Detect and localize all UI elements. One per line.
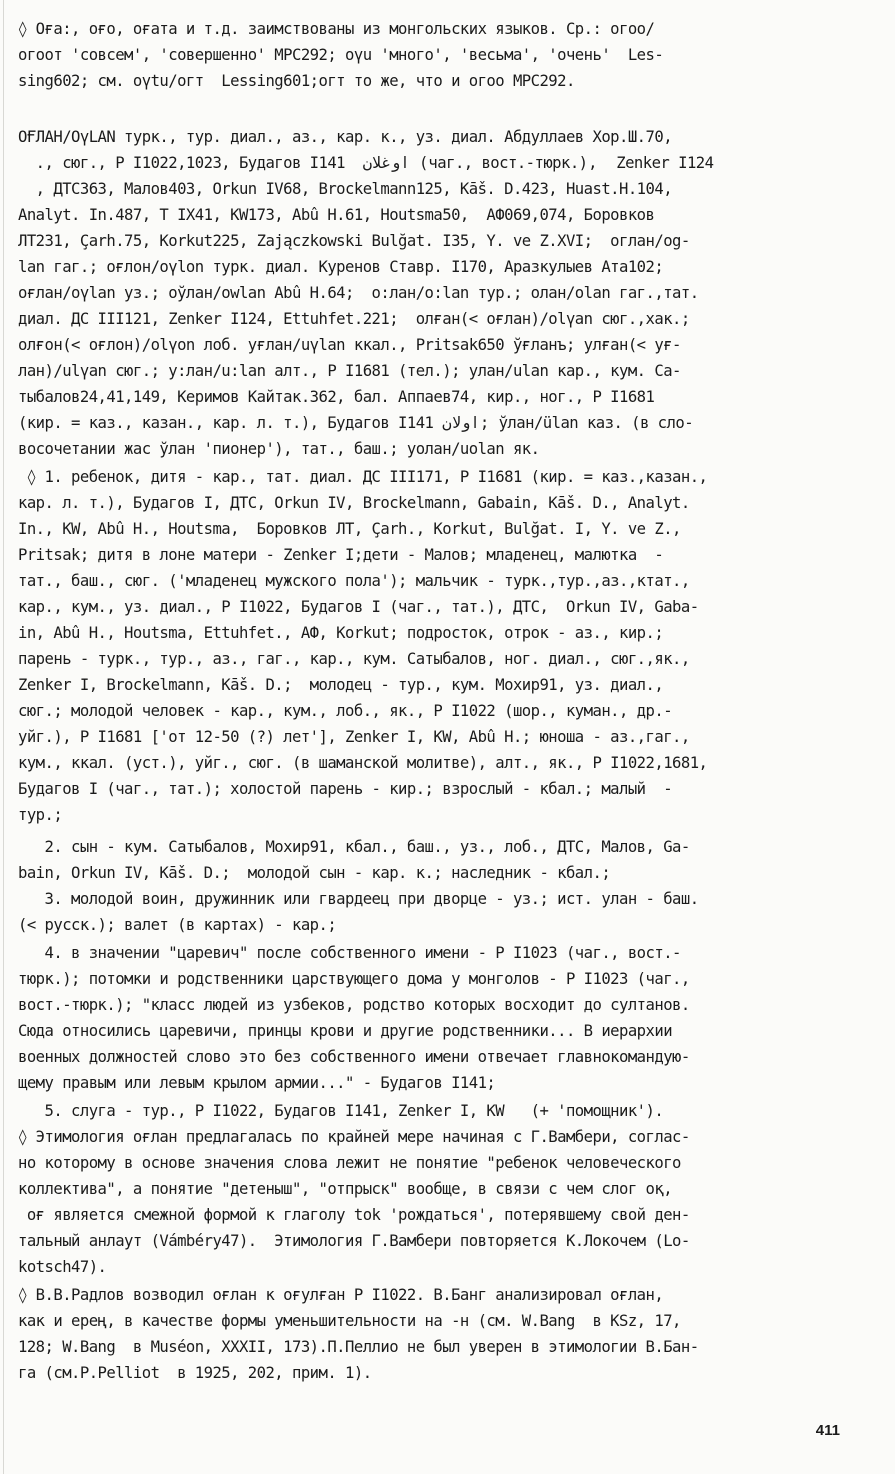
sense-4-line: 4. в значении "царевич" после собственного имени - Р I1023 (чаг., вост.- [18,944,681,962]
sense-4-line: щему правым или левым крылом армии..." - Будагов I141; [18,1074,496,1092]
entry-line: Pritsak; дитя в лоне матери - Zenker I;дети - Малов; младенец, малютка - [18,546,664,564]
etymology-1-line: но которому в основе значения слова лежит не понятие "ребенок человеческого [18,1154,681,1172]
etymology-1-line: kotsch47). [18,1258,107,1276]
sense-5-line: 5. слуга - тур., Р I1022, Будагов I141, Zenker I, KW (+ 'помощник'). [18,1102,664,1120]
etymology-2-line: га (см.P.Pelliot в 1925, 202, прим. 1). [18,1364,372,1382]
entry-line: кум., ккал. (уст.), уйг., сюг. (в шаманской молитве), алт., як., Р I1022,1681, [18,754,708,772]
page-number: 411 [815,1422,840,1439]
entry-line: сюг.; молодой человек - кар., кум., лоб., як., Р I1022 (шор., куман., др.- [18,702,673,720]
entry-line: парень - турк., тур., аз., гаг., кар., кум. Сатыбалов, ног. диал., сюг.,як., [18,650,690,668]
sense-4-line: военных должностей слово это без собственного имени отвечает главнокомандую- [18,1048,690,1066]
sense-4-line: тюрк.); потомки и родственники царствующего дома у монголов - Р I1023 (чаг., [18,970,690,988]
sense-2-line: bain, Orkun IV, Kāš. D.; молодой сын - кар. к.; наследник - кбал.; [18,864,611,882]
entry-line: In., KW, Abû H., Houtsma, Боровков ЛТ, Çarh., Korkut, Bulğat. I, Y. ve Z., [18,520,681,538]
etymology-1-line: оғ является смежной формой к глаголу tok 'рождаться', потерявшему свой ден- [18,1206,690,1224]
entry-line: восочетании жас ўлан 'пионер'), тат., баш.; уолан/uolan як. [18,440,540,458]
entry-line: уйг.), Р I1681 ['от 12-50 (?) лет'], Zenker I, KW, Abû H.; юноша - аз.,гаг., [18,728,690,746]
entry-line: тур.; [18,806,63,824]
etymology-2-line: 128; W.Bang в Muséon, XXXII, 173).П.Пеллио не был уверен в этимологии В.Бан- [18,1338,699,1356]
entry-line: оғлан/оүlan уз.; оўлан/owlan Abû H.64; о:лан/о:lan тур.; олан/olan гаг.,тат. [18,284,699,302]
entry-line: олғон(< оғлон)/olүon лоб. уғлан/uүlan ккал., Pritsak650 ўғланъ; улған(< уғ- [18,336,681,354]
entry-line: тыбалов24,41,149, Керимов Кайтак.362, бал. Аппаев74, кир., ног., Р I1681 [18,388,655,406]
entry-line: ОҒЛАН/ОүLAN турк., тур. диал., аз., кар. к., уз. диал. Абдуллаев Хор.Ш.70, [18,128,673,146]
entry-line: диал. ДС III121, Zenker I124, Ettuhfet.221; олған(< оғлан)/olүan сюг.,хак.; [18,310,690,328]
entry-line: Будагов I (чаг., тат.); холостой парень - кир.; взрослый - кбал.; малый - [18,780,673,798]
entry-line: , ДТС363, Малов403, Orkun IV68, Brockelmann125, Kāš. D.423, Huast.H.104, [18,180,673,198]
sense-2-line: 2. сын - кум. Сатыбалов, Мохир91, кбал., баш., уз., лоб., ДТС, Малов, Ga- [18,838,690,856]
entry-line: ., сюг., Р I1022,1023, Будагов I141 اوغلان (чаг., вост.-тюрк.), Zenker I124 [18,154,714,172]
entry-line: кар., кум., уз. диал., Р I1022, Будагов I (чаг., тат.), ДТС, Orkun IV, Gaba- [18,598,699,616]
sense-3-line: 3. молодой воин, дружинник или гвардеец при дворце - уз.; ист. улан - баш. [18,890,699,908]
sense-4-line: Сюда относились царевичи, принцы крови и другие родственники... В иерархии [18,1022,673,1040]
etymology-2-line: ◊ В.В.Радлов возводил оғлан к оғулған Р I1022. В.Банг анализировал оғлан, [18,1286,664,1304]
etymology-1-line: тальный анлаут (Vámbéry47). Этимология Г.Вамбери повторяется К.Локочем (Lo- [18,1232,690,1250]
entry-line: Zenker I, Brockelmann, Kāš. D.; молодец - тур., кум. Мохир91, уз. диал., [18,676,664,694]
sense-4-line: вост.-тюрк.); "класс людей из узбеков, родство которых восходит до султанов. [18,996,690,1014]
entry-line: лан)/ulүan сюг.; у:лан/u:lan алт., Р I1681 (тел.); улан/ulan кар., кум. Са- [18,362,681,380]
entry-line: кар. л. т.), Будагов I, ДТС, Orkun IV, Brockelmann, Gabain, Kāš. D., Analyt. [18,494,690,512]
entry-line: lan гаг.; оғлон/оүlon турк. диал. Куренов Ставр. I170, Аразкулыев Ата102; [18,258,664,276]
top-para-line-2: огоот 'совсем', 'совершенно' МРС292; оүu 'много', 'весьма', 'очень' Les- [18,46,664,64]
entry-line: (кир. = каз., казан., кар. л. т.), Будагов I141 اولان; ўлан/ülan каз. (в сло- [18,414,694,432]
etymology-1-line: ◊ Этимология оғлан предлагалась по крайней мере начиная с Г.Вамбери, соглас- [18,1128,690,1146]
sense-3-line: (< русск.); валет (в картах) - кар.; [18,916,337,934]
top-para-line-3: sing602; см. оүtu/огт Lessing601;огт то же, что и огоо МРС292. [18,72,575,90]
etymology-1-line: коллектива", а понятие "детеныш", "отпрыск" вообще, в связи с чем слог оқ, [18,1180,673,1198]
entry-line: in, Abû H., Houtsma, Ettuhfet., АФ, Korkut; подросток, отрок - аз., кир.; [18,624,664,642]
entry-line: Analyt. In.487, Т IX41, KW173, Abû H.61, Houtsma50, АФ069,074, Боровков [18,206,655,224]
page-edge-shadow [3,0,4,1474]
entry-line: ◊ 1. ребенок, дитя - кар., тат. диал. ДС III171, Р I1681 (кир. = каз.,казан., [18,468,708,486]
entry-line: ЛТ231, Çarh.75, Korkut225, Zajączkowski Bulğat. I35, Y. ve Z.XVI; оглан/og- [18,232,690,250]
entry-line: тат., баш., сюг. ('младенец мужского пола'); мальчик - турк.,тур.,аз.,ктат., [18,572,690,590]
top-para-line-1: ◊ Оға:, оғо, оғата и т.д. заимствованы из монгольских языков. Ср.: огоо/ [18,20,655,38]
etymology-2-line: как и ерең, в качестве формы уменьшительности на -н (см. W.Bang в KSz, 17, [18,1312,681,1330]
